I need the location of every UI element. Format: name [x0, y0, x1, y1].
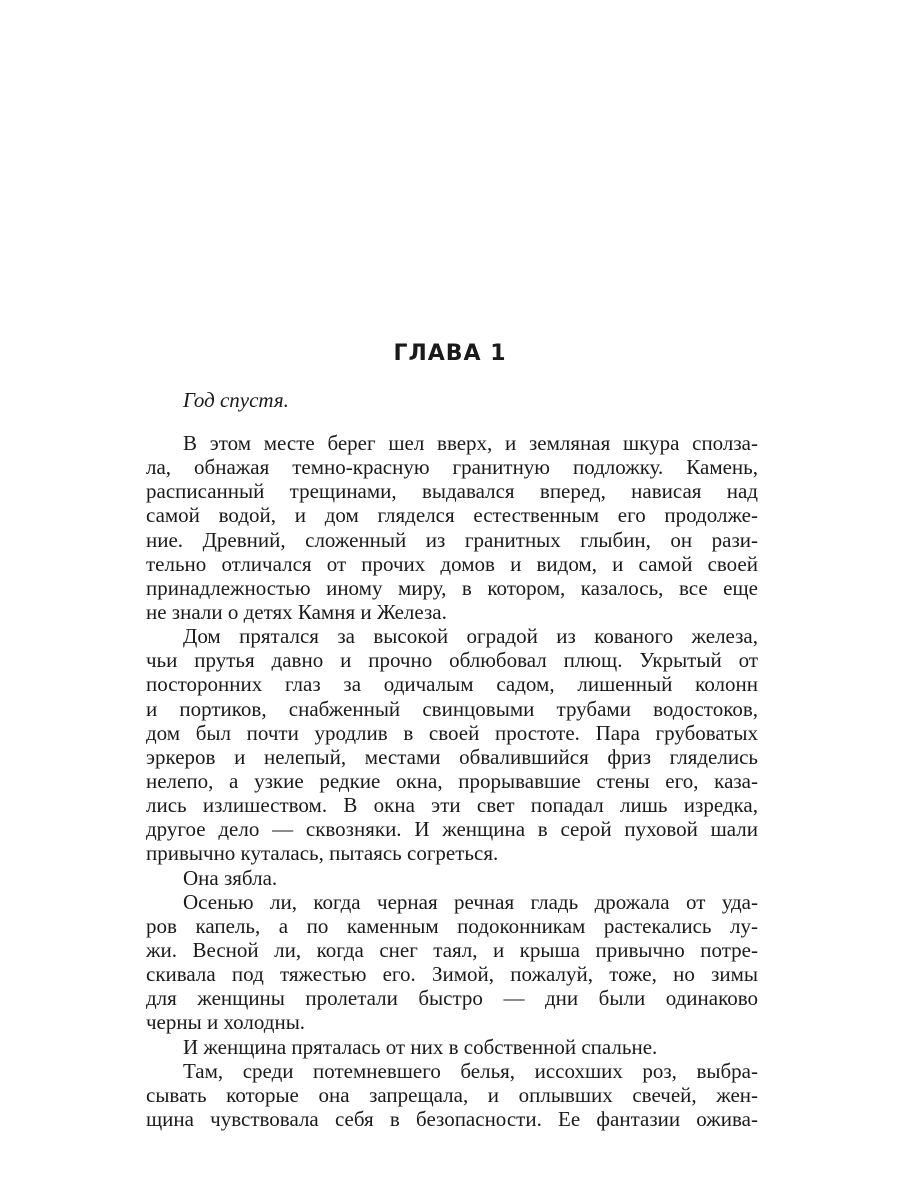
paragraph: [146, 624, 758, 865]
text-line: Дом прятался за высокой оградой из кованого железа,: [183, 624, 758, 649]
text-line: чьи прутья давно и прочно облюбовал плющ. Укрытый от: [146, 648, 758, 673]
text-line: эркеров и нелепый, местами обвалившийся фриз гляделись: [146, 744, 758, 769]
text-line: ла, обнажая темно-красную гранитную подложку. Камень,: [146, 455, 758, 480]
text-line: В этом месте берег шел вверх, и земляная шкура сполза-: [183, 431, 758, 455]
text-line: жи. Весной ли, когда снег таял, и крыша привычно потре-: [146, 937, 758, 962]
text-line: тельно отличался от прочих домов и видом, и самой своей: [146, 551, 758, 576]
text-line: посторонних глаз за одичалым садом, лишенный колонн: [146, 672, 758, 697]
text-line: и портиков, снабженный свинцовыми трубами водостоков,: [146, 696, 758, 721]
text-line: принадлежностью иному миру, в котором, казалось, все еще: [146, 575, 758, 600]
paragraph: [146, 866, 758, 890]
text-line: Осенью ли, когда черная речная гладь дрожала от уда-: [183, 889, 758, 914]
paragraph: [146, 1035, 758, 1059]
text-line: Там, среди потемневшего белья, иссохших роз, выбра-: [183, 1058, 758, 1083]
text-line: нелепо, а узкие редкие окна, прорывавшие стены его, каза-: [146, 768, 758, 793]
text-line: не знали о детях Камня и Железа.: [146, 599, 447, 624]
text-line: сывать которые она запрещала, и оплывших свечей, жен-: [146, 1082, 758, 1107]
text-line: лись излишеством. В окна эти свет попадал лишь изредка,: [146, 793, 758, 818]
body-text: [146, 431, 758, 1131]
text-line: самой водой, и дом гляделся естественным его продолже-: [146, 503, 758, 528]
text-line: привычно куталась, пытаясь согреться.: [146, 841, 499, 866]
text-line: другое дело — сквозняки. И женщина в серой пуховой шали: [146, 817, 758, 842]
chapter-title: ГЛАВА 1: [393, 341, 507, 366]
chapter-epigraph: Год спустя.: [183, 388, 289, 412]
paragraph: [146, 890, 758, 1035]
text-line: скивала под тяжестью его. Зимой, пожалуй, тоже, но зимы: [146, 962, 758, 987]
text-line: щина чувствовала себя в безопасности. Ее фантазии ожива-: [146, 1106, 758, 1131]
text-line: черны и холодны.: [146, 1010, 306, 1035]
text-line: ров капель, а по каменным подоконникам растекались лу-: [146, 913, 758, 938]
text-line: дом был почти уродлив в своей простоте. Пара грубоватых: [146, 720, 758, 745]
paragraph: [146, 431, 758, 624]
text-line: расписанный трещинами, выдавался вперед, нависая над: [146, 479, 758, 504]
text-line: ние. Древний, сложенный из гранитных глыбин, он рази-: [146, 527, 758, 552]
text-line: Она зябла.: [183, 865, 278, 890]
text-line: И женщина пряталась от них в собственной спальне.: [183, 1034, 658, 1059]
paragraph: [146, 1059, 758, 1131]
text-line: для женщины пролетали быстро — дни были одинаково: [146, 986, 758, 1011]
